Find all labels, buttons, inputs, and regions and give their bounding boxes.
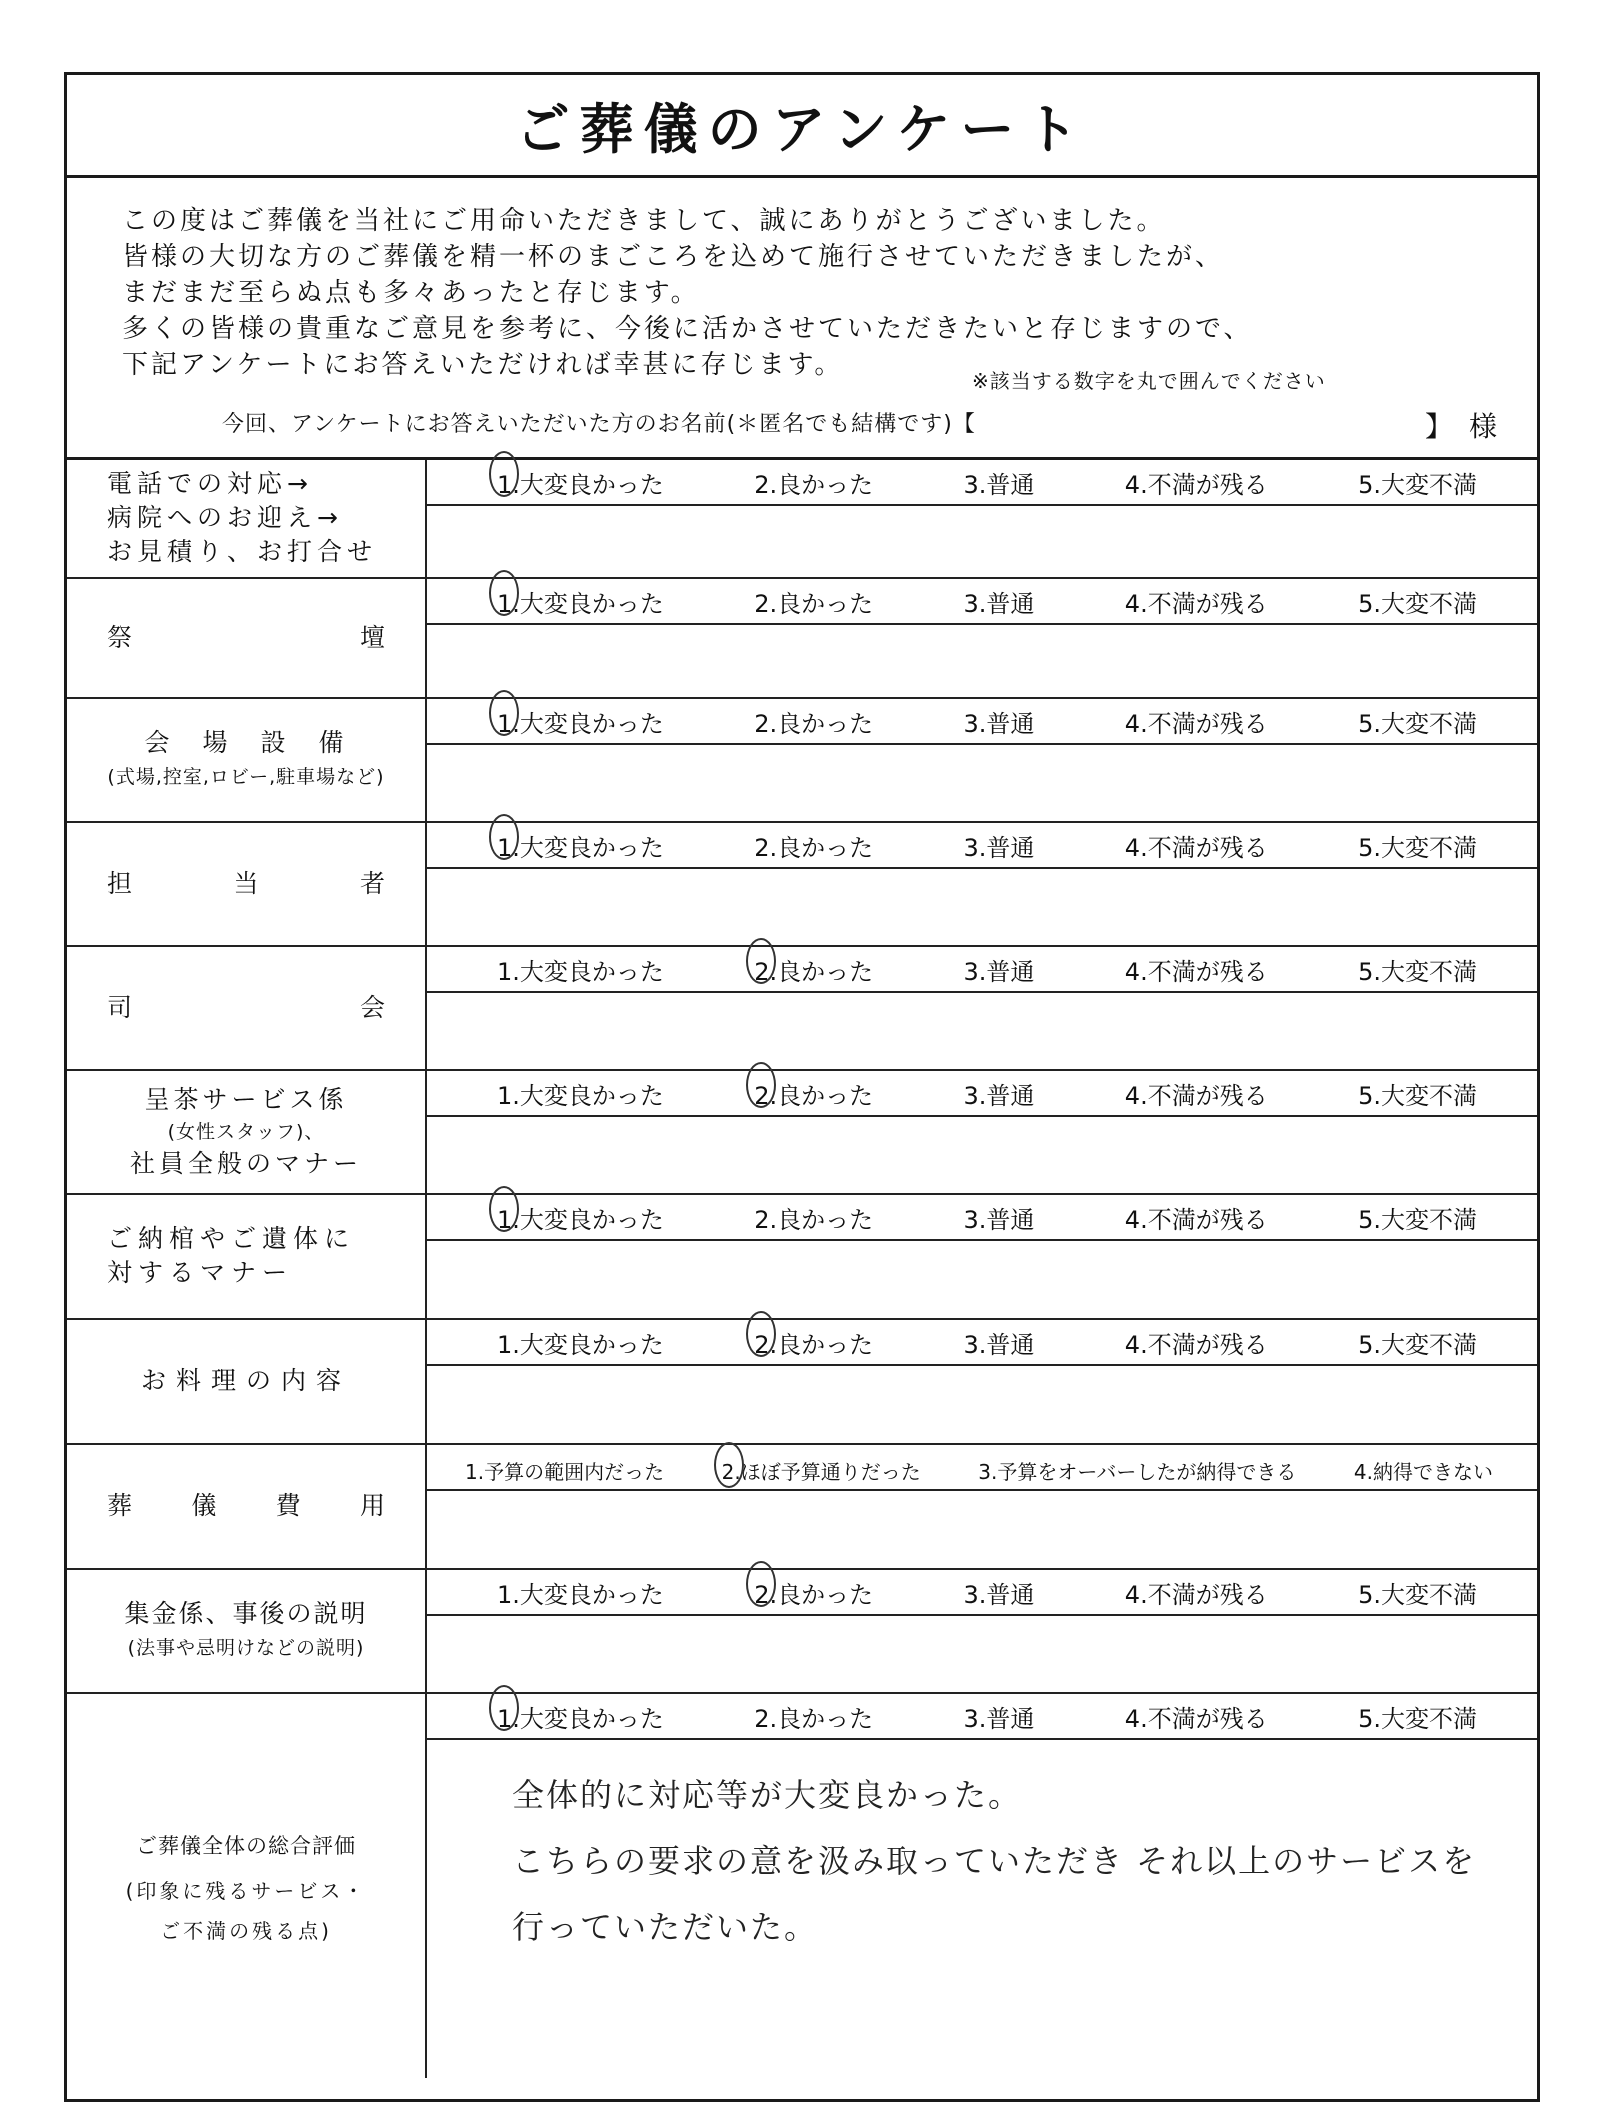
rating-option-5[interactable]: 5.大変不満 bbox=[1358, 957, 1477, 986]
survey-row bbox=[67, 698, 1537, 822]
row-label-sub: ご不満の残る点) bbox=[160, 1918, 332, 1943]
row-label-text: 電話での対応→ bbox=[107, 469, 313, 499]
rating-option-2[interactable]: 2.良かった bbox=[754, 589, 874, 618]
rating-option-5[interactable]: 5.大変不満 bbox=[1358, 1580, 1477, 1609]
row-label bbox=[67, 1070, 426, 1194]
cost-option-1[interactable]: 1.予算の範囲内だった bbox=[465, 1459, 665, 1484]
rating-cell bbox=[426, 946, 1537, 1070]
rating-option-1[interactable]: 1.大変良かった bbox=[497, 957, 664, 986]
intro-line: 多くの皆様の貴重なご意見を参考に、今後に活かさせていただきたいと存じますので、 bbox=[122, 314, 1253, 344]
rating-options bbox=[427, 1320, 1537, 1366]
row-label-text: 者 bbox=[359, 868, 385, 898]
row-label-text: お見積り、お打合せ bbox=[107, 537, 378, 567]
instruction-note: ※該当する数字を丸で囲んでください bbox=[972, 369, 1326, 393]
cost-option-3[interactable]: 3.予算をオーバーしたが納得できる bbox=[978, 1459, 1297, 1484]
rating-option-1[interactable]: 1.大変良かった bbox=[497, 584, 664, 623]
rating-option-4[interactable]: 4.不満が残る bbox=[1124, 1330, 1268, 1359]
rating-options bbox=[427, 1195, 1537, 1241]
survey-row bbox=[67, 578, 1537, 698]
row-label-text: 用 bbox=[359, 1491, 385, 1520]
row-label-text: ご葬儀全体の総合評価 bbox=[136, 1833, 356, 1858]
rating-option-3[interactable]: 3.普通 bbox=[963, 1704, 1035, 1733]
row-label-text: 対するマナー bbox=[107, 1258, 294, 1287]
intro-line: まだまだ至らぬ点も多々あったと存じます。 bbox=[122, 278, 700, 308]
row-label-text: 司 bbox=[107, 992, 133, 1022]
row-label-text: 病院へのお迎え→ bbox=[107, 503, 343, 533]
rating-option-3[interactable]: 3.普通 bbox=[963, 1205, 1035, 1234]
rating-option-4[interactable]: 4.不満が残る bbox=[1124, 471, 1268, 499]
rating-option-4[interactable]: 4.不満が残る bbox=[1124, 709, 1268, 738]
comment-line: 全体的に対応等が大変良かった。 bbox=[512, 1775, 1023, 1814]
row-label-text: 会 bbox=[359, 992, 385, 1022]
row-label-text: 社員全般のマナー bbox=[129, 1148, 362, 1178]
row-label bbox=[67, 822, 426, 946]
rating-option-5[interactable]: 5.大変不満 bbox=[1358, 1330, 1477, 1359]
intro-line: 皆様の大切な方のご葬儀を精一杯のまごころを込めて施行させていただきましたが、 bbox=[122, 242, 1225, 272]
row-label bbox=[67, 1319, 426, 1444]
rating-options bbox=[427, 460, 1537, 506]
row-label-text: 呈茶サービス係 bbox=[144, 1084, 348, 1114]
survey-table bbox=[67, 457, 1537, 2078]
rating-cell bbox=[426, 1693, 1537, 2078]
comment-line: 行っていただいた。 bbox=[512, 1907, 819, 1946]
rating-option-5[interactable]: 5.大変不満 bbox=[1358, 1704, 1477, 1733]
rating-option-2[interactable]: 2.良かった bbox=[754, 1325, 873, 1364]
rating-option-4[interactable]: 4.不満が残る bbox=[1124, 1704, 1268, 1733]
row-label bbox=[67, 1693, 426, 2078]
rating-option-3[interactable]: 3.普通 bbox=[963, 1330, 1035, 1359]
rating-cell bbox=[426, 1569, 1537, 1693]
rating-option-5[interactable]: 5.大変不満 bbox=[1358, 1081, 1477, 1110]
survey-row bbox=[67, 459, 1537, 578]
survey-row bbox=[67, 822, 1537, 946]
intro-text bbox=[122, 203, 1252, 383]
handwritten-comments[interactable] bbox=[427, 1740, 1537, 1960]
rating-option-1[interactable]: 1.大変良かった bbox=[497, 1699, 664, 1738]
rating-option-3[interactable]: 3.普通 bbox=[963, 1580, 1035, 1609]
name-suffix: 様 bbox=[1468, 410, 1497, 443]
rating-option-2[interactable]: 2.良かった bbox=[754, 952, 873, 991]
row-label-text: 集金係、事後の説明 bbox=[124, 1598, 368, 1628]
rating-option-3[interactable]: 3.普通 bbox=[963, 709, 1035, 738]
row-label bbox=[67, 1569, 426, 1693]
row-label-text: 担 bbox=[107, 868, 133, 898]
rating-option-2[interactable]: 2.良かった bbox=[754, 1704, 874, 1733]
row-label bbox=[67, 578, 426, 698]
rating-option-2[interactable]: 2.良かった bbox=[754, 471, 874, 499]
rating-option-2[interactable]: 2.良かった bbox=[754, 1575, 873, 1614]
row-label bbox=[67, 459, 426, 578]
rating-option-3[interactable]: 3.普通 bbox=[963, 1081, 1035, 1110]
rating-cell bbox=[426, 822, 1537, 946]
row-label-text: 会 場 設 備 bbox=[144, 727, 348, 757]
name-prompt: 今回、アンケートにお答えいただいた方のお名前(＊匿名でも結構です)【 bbox=[222, 412, 976, 437]
rating-option-5[interactable]: 5.大変不満 bbox=[1358, 1205, 1477, 1234]
row-label bbox=[67, 1444, 426, 1569]
rating-option-3[interactable]: 3.普通 bbox=[963, 589, 1035, 618]
rating-option-1[interactable]: 1.大変良かった bbox=[497, 828, 664, 867]
row-label-sub: (法事や忌明けなどの説明) bbox=[127, 1636, 365, 1659]
rating-option-1[interactable]: 1.大変良かった bbox=[497, 1580, 664, 1609]
row-label-text: 壇 bbox=[359, 622, 385, 652]
row-label-text: 祭 bbox=[107, 622, 133, 652]
rating-option-2[interactable]: 2.良かった bbox=[754, 1076, 873, 1115]
cost-option-4[interactable]: 4.納得できない bbox=[1353, 1459, 1493, 1484]
rating-cell bbox=[426, 1070, 1537, 1194]
rating-option-5[interactable]: 5.大変不満 bbox=[1358, 471, 1477, 499]
rating-option-1[interactable]: 1.大変良かった bbox=[497, 1330, 664, 1359]
intro-line: 下記アンケートにお答えいただければ幸甚に存じます。 bbox=[122, 350, 844, 380]
row-label-text: 葬 bbox=[107, 1491, 133, 1520]
rating-option-5[interactable]: 5.大変不満 bbox=[1358, 589, 1477, 618]
row-label-sub: (女性スタッフ)、 bbox=[167, 1120, 325, 1143]
rating-option-1[interactable]: 1.大変良かった bbox=[497, 1200, 664, 1239]
name-field-close bbox=[1409, 405, 1497, 445]
rating-option-2[interactable]: 2.良かった bbox=[754, 833, 874, 862]
rating-option-2[interactable]: 2.良かった bbox=[754, 709, 874, 738]
rating-option-2[interactable]: 2.良かった bbox=[754, 1205, 874, 1234]
row-label-text: お料理の内容 bbox=[140, 1366, 351, 1395]
row-label-text: 儀 bbox=[191, 1491, 217, 1520]
rating-option-5[interactable]: 5.大変不満 bbox=[1358, 709, 1477, 738]
rating-option-4[interactable]: 4.不満が残る bbox=[1124, 589, 1268, 618]
row-label-text: 費 bbox=[275, 1491, 301, 1520]
rating-cell bbox=[426, 1194, 1537, 1319]
rating-options bbox=[427, 1071, 1537, 1117]
page-title: ご葬儀のアンケート bbox=[515, 97, 1089, 161]
cost-option-2[interactable]: 2.ほぼ予算通りだった bbox=[722, 1456, 921, 1489]
row-label bbox=[67, 698, 426, 822]
rating-option-1[interactable]: 1.大変良かった bbox=[497, 465, 664, 504]
rating-option-4[interactable]: 4.不満が残る bbox=[1124, 1205, 1268, 1234]
rating-option-4[interactable]: 4.不満が残る bbox=[1124, 833, 1268, 862]
rating-option-3[interactable]: 3.普通 bbox=[963, 833, 1035, 862]
survey-row bbox=[67, 1444, 1537, 1569]
intro-line: この度はご葬儀を当社にご用命いただきまして、誠にありがとうございました。 bbox=[122, 206, 1166, 236]
rating-option-4[interactable]: 4.不満が残る bbox=[1124, 1081, 1268, 1110]
row-label-text: 当 bbox=[233, 868, 259, 898]
row-label bbox=[67, 1194, 426, 1319]
rating-cell bbox=[426, 578, 1537, 698]
rating-cell bbox=[426, 1319, 1537, 1444]
rating-option-1[interactable]: 1.大変良かった bbox=[497, 1081, 664, 1110]
title-box bbox=[67, 75, 1537, 178]
row-label bbox=[67, 946, 426, 1070]
comment-line: こちらの要求の意を汲み取っていただき それ以上のサービスを bbox=[512, 1841, 1477, 1880]
rating-options bbox=[427, 1694, 1537, 1740]
survey-row bbox=[67, 1070, 1537, 1194]
rating-cell bbox=[426, 1444, 1537, 1569]
rating-option-5[interactable]: 5.大変不満 bbox=[1358, 833, 1477, 862]
survey-row bbox=[67, 1569, 1537, 1693]
survey-row bbox=[67, 1693, 1537, 2078]
rating-cell bbox=[426, 459, 1537, 578]
row-label-sub: (印象に残るサービス・ bbox=[125, 1878, 367, 1903]
rating-option-4[interactable]: 4.不満が残る bbox=[1124, 957, 1268, 986]
rating-option-4[interactable]: 4.不満が残る bbox=[1124, 1580, 1268, 1609]
rating-options bbox=[427, 823, 1537, 869]
rating-options bbox=[427, 579, 1537, 625]
rating-option-1[interactable]: 1.大変良かった bbox=[497, 704, 664, 743]
survey-form bbox=[64, 72, 1540, 2102]
survey-row bbox=[67, 1194, 1537, 1319]
name-close-bracket: 】 bbox=[1424, 410, 1453, 443]
row-label-sub: (式場,控室,ロビー,駐車場など) bbox=[107, 765, 385, 788]
rating-option-3[interactable]: 3.普通 bbox=[963, 957, 1035, 986]
rating-option-3[interactable]: 3.普通 bbox=[963, 471, 1035, 499]
rating-cell bbox=[426, 698, 1537, 822]
rating-options bbox=[427, 947, 1537, 993]
survey-row bbox=[67, 1319, 1537, 1444]
row-label-text: ご納棺やご遺体に bbox=[107, 1224, 356, 1253]
rating-options bbox=[427, 1570, 1537, 1616]
rating-options bbox=[427, 699, 1537, 745]
cost-options bbox=[427, 1445, 1537, 1491]
survey-row bbox=[67, 946, 1537, 1070]
